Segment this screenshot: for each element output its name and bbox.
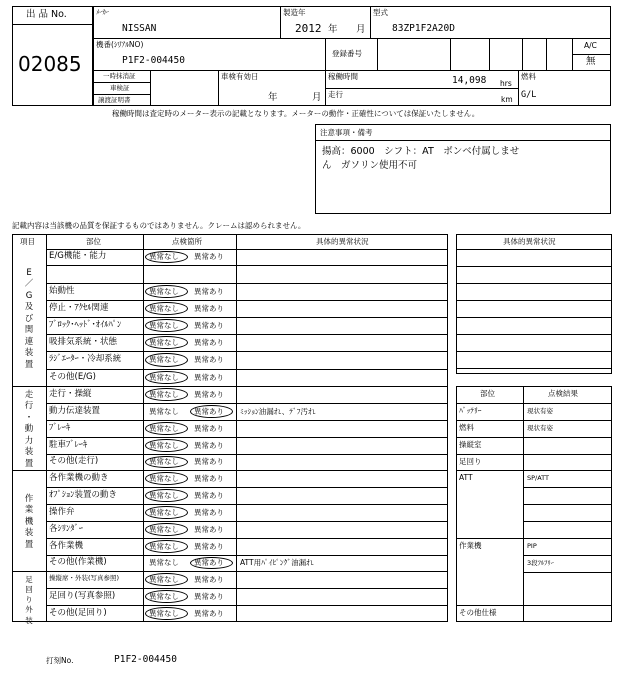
row-part: ﾌﾞﾛｯｸ･ﾍｯﾄﾞ･ｵｲﾙﾊﾟﾝ xyxy=(49,319,122,330)
row-part: 各作業機の動き xyxy=(49,472,109,483)
selection-circle xyxy=(190,405,233,418)
maker-value: NISSAN xyxy=(122,23,157,34)
abnormal-option: 異常あり xyxy=(194,372,224,382)
normal-option: 異常なし xyxy=(149,286,179,296)
abnormal-option: 異常あり xyxy=(194,303,224,313)
result-value: 3段ﾌﾙﾌﾘｰ xyxy=(527,559,554,567)
row-part: 吸排気系統・状態 xyxy=(49,336,118,347)
selection-circle xyxy=(145,422,188,435)
abnormal-option: 異常あり xyxy=(194,252,224,261)
result-value: 現状有姿 xyxy=(527,424,553,432)
result-part: 燃料 xyxy=(459,423,474,432)
stamp-label: 打刻No. xyxy=(46,656,74,665)
remarks-line-2: ん ガソリン使用不可 xyxy=(322,160,418,171)
row-part: ﾗｼﾞｴｰﾀｰ・冷却系統 xyxy=(49,354,122,364)
row-part: 操作弁 xyxy=(49,506,75,517)
abnormal-option: 異常あり xyxy=(194,507,224,517)
selection-circle xyxy=(145,523,188,536)
fuel-label: 燃料 xyxy=(521,72,536,81)
normal-option: 異常なし xyxy=(149,524,179,534)
normal-option: 異常なし xyxy=(149,457,179,466)
selection-circle xyxy=(145,388,188,401)
result-part: ﾊﾞｯﾃﾘｰ xyxy=(459,406,482,415)
row-part: その他(E/G) xyxy=(49,371,96,382)
hours-value: 14,098 xyxy=(452,75,487,86)
row-part: 各作業機 xyxy=(49,540,84,551)
selection-circle xyxy=(145,319,188,332)
normal-option: 異常なし xyxy=(149,591,179,601)
row-part: 始動性 xyxy=(49,285,75,296)
expiry-month-unit: 月 xyxy=(312,92,322,103)
hours-label: 稼働時間 xyxy=(328,72,358,81)
normal-option: 異常なし xyxy=(149,337,179,347)
abnormal-option: 異常あり xyxy=(194,473,224,483)
result-value: PIP xyxy=(527,542,537,550)
header-detail: 具体的異常状況 xyxy=(316,237,369,246)
inspection-cert-label: 車検証 xyxy=(110,84,130,92)
selection-circle xyxy=(145,607,188,620)
row-part: その他(作業機) xyxy=(49,557,107,567)
normal-option: 異常なし xyxy=(149,507,179,517)
normal-option: 異常なし xyxy=(149,252,179,261)
abnormal-option: 異常あり xyxy=(194,457,224,466)
ac-value: 無 xyxy=(586,56,596,67)
selection-circle xyxy=(145,302,188,315)
selection-circle xyxy=(145,439,188,452)
abnormal-option: 異常あり xyxy=(194,591,224,601)
normal-option: 異常なし xyxy=(149,355,179,364)
mileage-unit: km xyxy=(501,95,513,104)
row-part: ｵﾌﾟｼｮﾝ装置の動き xyxy=(49,489,118,500)
remarks-line-1: 揚高：6000 シフト：AT ボンベ付属しませ xyxy=(322,146,520,157)
model-value: 83ZP1F2A20D xyxy=(392,23,455,34)
item-number: 02085 xyxy=(18,52,82,76)
result-value: SP/ATT xyxy=(527,474,550,482)
header-point: 点検箇所 xyxy=(172,237,202,246)
abnormal-option: 異常あり xyxy=(194,423,224,433)
abnormal-option: 異常あり xyxy=(194,389,224,399)
row-part: 操縦席・外装(写真参照) xyxy=(49,573,120,582)
group-engine: E ／ G 及 び 関 連 装 置 xyxy=(24,268,34,370)
abnormal-option: 異常あり xyxy=(194,574,224,584)
year-value: 2012 xyxy=(295,22,322,35)
selection-circle xyxy=(145,456,188,468)
normal-option: 異常なし xyxy=(149,541,179,551)
row-part: ﾌﾞﾚｰｷ xyxy=(49,422,71,433)
row-part: 足回り(写真参照) xyxy=(49,590,116,601)
normal-option: 異常なし xyxy=(149,490,179,500)
selection-circle xyxy=(145,251,188,263)
serial-value: P1F2-004450 xyxy=(122,55,185,66)
normal-option: 異常なし xyxy=(149,389,179,399)
selection-circle xyxy=(145,573,188,586)
row-detail: ATT用ﾊﾟｲﾋﾟﾝｸﾞ油漏れ xyxy=(240,558,314,567)
row-detail: ﾐｯｼｮﾝ油漏れ、ﾃﾞﾌ汚れ xyxy=(240,406,316,416)
quality-note: 記載内容は当該機の品質を保証するものではありません。クレームは認められません。 xyxy=(12,221,306,230)
normal-option: 異常なし xyxy=(149,440,179,450)
result-part: 足回り xyxy=(459,457,482,466)
hours-unit: hrs xyxy=(500,79,512,88)
ac-label: A/C xyxy=(584,41,597,50)
results-part-header: 部位 xyxy=(480,389,495,398)
row-part: 駐車ﾌﾞﾚｰｷ xyxy=(49,439,88,450)
row-part: 走行・操縦 xyxy=(49,388,92,399)
normal-option: 異常なし xyxy=(149,303,179,313)
row-part: 動力伝達装置 xyxy=(49,405,101,416)
selection-circle xyxy=(145,353,188,367)
abnormal-option: 異常あり xyxy=(194,558,224,567)
month-unit: 月 xyxy=(356,24,366,35)
hours-note: 稼働時間は査定時のメーター表示の記載となります。メーターの動作・正確性については保証いたしません。 xyxy=(112,109,480,118)
selection-circle xyxy=(145,489,188,502)
selection-circle xyxy=(145,336,188,349)
row-part: 各ｼﾘﾝﾀﾞｰ xyxy=(49,523,84,534)
row-part: 停止・ｱｸｾﾙ関連 xyxy=(49,302,109,313)
abnormal-option: 異常あり xyxy=(194,608,224,618)
abnormal-option: 異常あり xyxy=(194,406,224,416)
normal-option: 異常なし xyxy=(149,320,179,330)
result-part: 作業機 xyxy=(459,541,482,550)
selection-circle xyxy=(145,540,188,553)
group-feet: 足 回 り 外 装 xyxy=(25,575,33,625)
normal-option: 異常なし xyxy=(149,473,179,483)
normal-option: 異常なし xyxy=(149,372,179,382)
abnormal-option: 異常あり xyxy=(194,524,224,534)
model-label: 型式 xyxy=(373,8,388,17)
fuel-value: G/L xyxy=(521,90,537,100)
stamp-value: P1F2-004450 xyxy=(114,654,177,665)
mileage-label: 走行 xyxy=(328,90,343,99)
abnormal-option: 異常あり xyxy=(194,490,224,500)
year-label: 製造年 xyxy=(283,8,306,17)
serial-label: 機番(ｼﾘｱﾙNO) xyxy=(96,40,144,49)
selection-circle xyxy=(145,472,188,485)
maker-label: ﾒｰｶｰ xyxy=(96,8,109,16)
abnormal-option: 異常あり xyxy=(194,541,224,551)
inspection-expiry-label: 車検有効日 xyxy=(221,72,259,81)
year-unit: 年 xyxy=(328,24,338,35)
result-part: 操縦室 xyxy=(459,440,482,449)
expiry-year-unit: 年 xyxy=(268,92,278,103)
header-item: 項目 xyxy=(20,237,35,246)
item-number-label: 出 品 No. xyxy=(26,9,67,20)
abnormal-option: 異常あり xyxy=(194,355,224,364)
row-part: その他(足回り) xyxy=(49,607,107,618)
normal-option: 異常なし xyxy=(149,558,179,567)
abnormal-option: 異常あり xyxy=(194,337,224,347)
abnormal-option: 異常あり xyxy=(194,320,224,330)
normal-option: 異常なし xyxy=(149,608,179,618)
selection-circle xyxy=(145,285,188,298)
selection-circle xyxy=(145,506,188,519)
group-drive: 走 行 ・ 動 力 装 置 xyxy=(24,390,34,469)
abnormal-option: 異常あり xyxy=(194,286,224,296)
normal-option: 異常なし xyxy=(149,574,179,584)
row-part: E/G機能・能力 xyxy=(49,251,107,261)
remarks-label: 注意事項・備考 xyxy=(320,128,373,137)
right-detail-header: 具体的異常状況 xyxy=(503,237,556,246)
header-part: 部位 xyxy=(86,237,101,246)
row-part: その他(走行) xyxy=(49,456,99,466)
group-work: 作 業 機 装 置 xyxy=(24,494,34,550)
permit-label: 一時抹消証 xyxy=(103,72,136,80)
selection-circle xyxy=(190,557,233,569)
result-part: ATT xyxy=(459,473,473,482)
normal-option: 異常なし xyxy=(149,423,179,433)
selection-circle xyxy=(145,371,188,384)
result-part: その他仕様 xyxy=(459,608,497,617)
normal-option: 異常なし xyxy=(149,406,179,416)
transfer-cert-label: 譲渡証明書 xyxy=(98,96,131,104)
results-result-header: 点検結果 xyxy=(548,389,578,398)
result-value: 現状有姿 xyxy=(527,407,553,415)
selection-circle xyxy=(145,590,188,603)
abnormal-option: 異常あり xyxy=(194,440,224,450)
registration-label: 登録番号 xyxy=(332,49,362,58)
